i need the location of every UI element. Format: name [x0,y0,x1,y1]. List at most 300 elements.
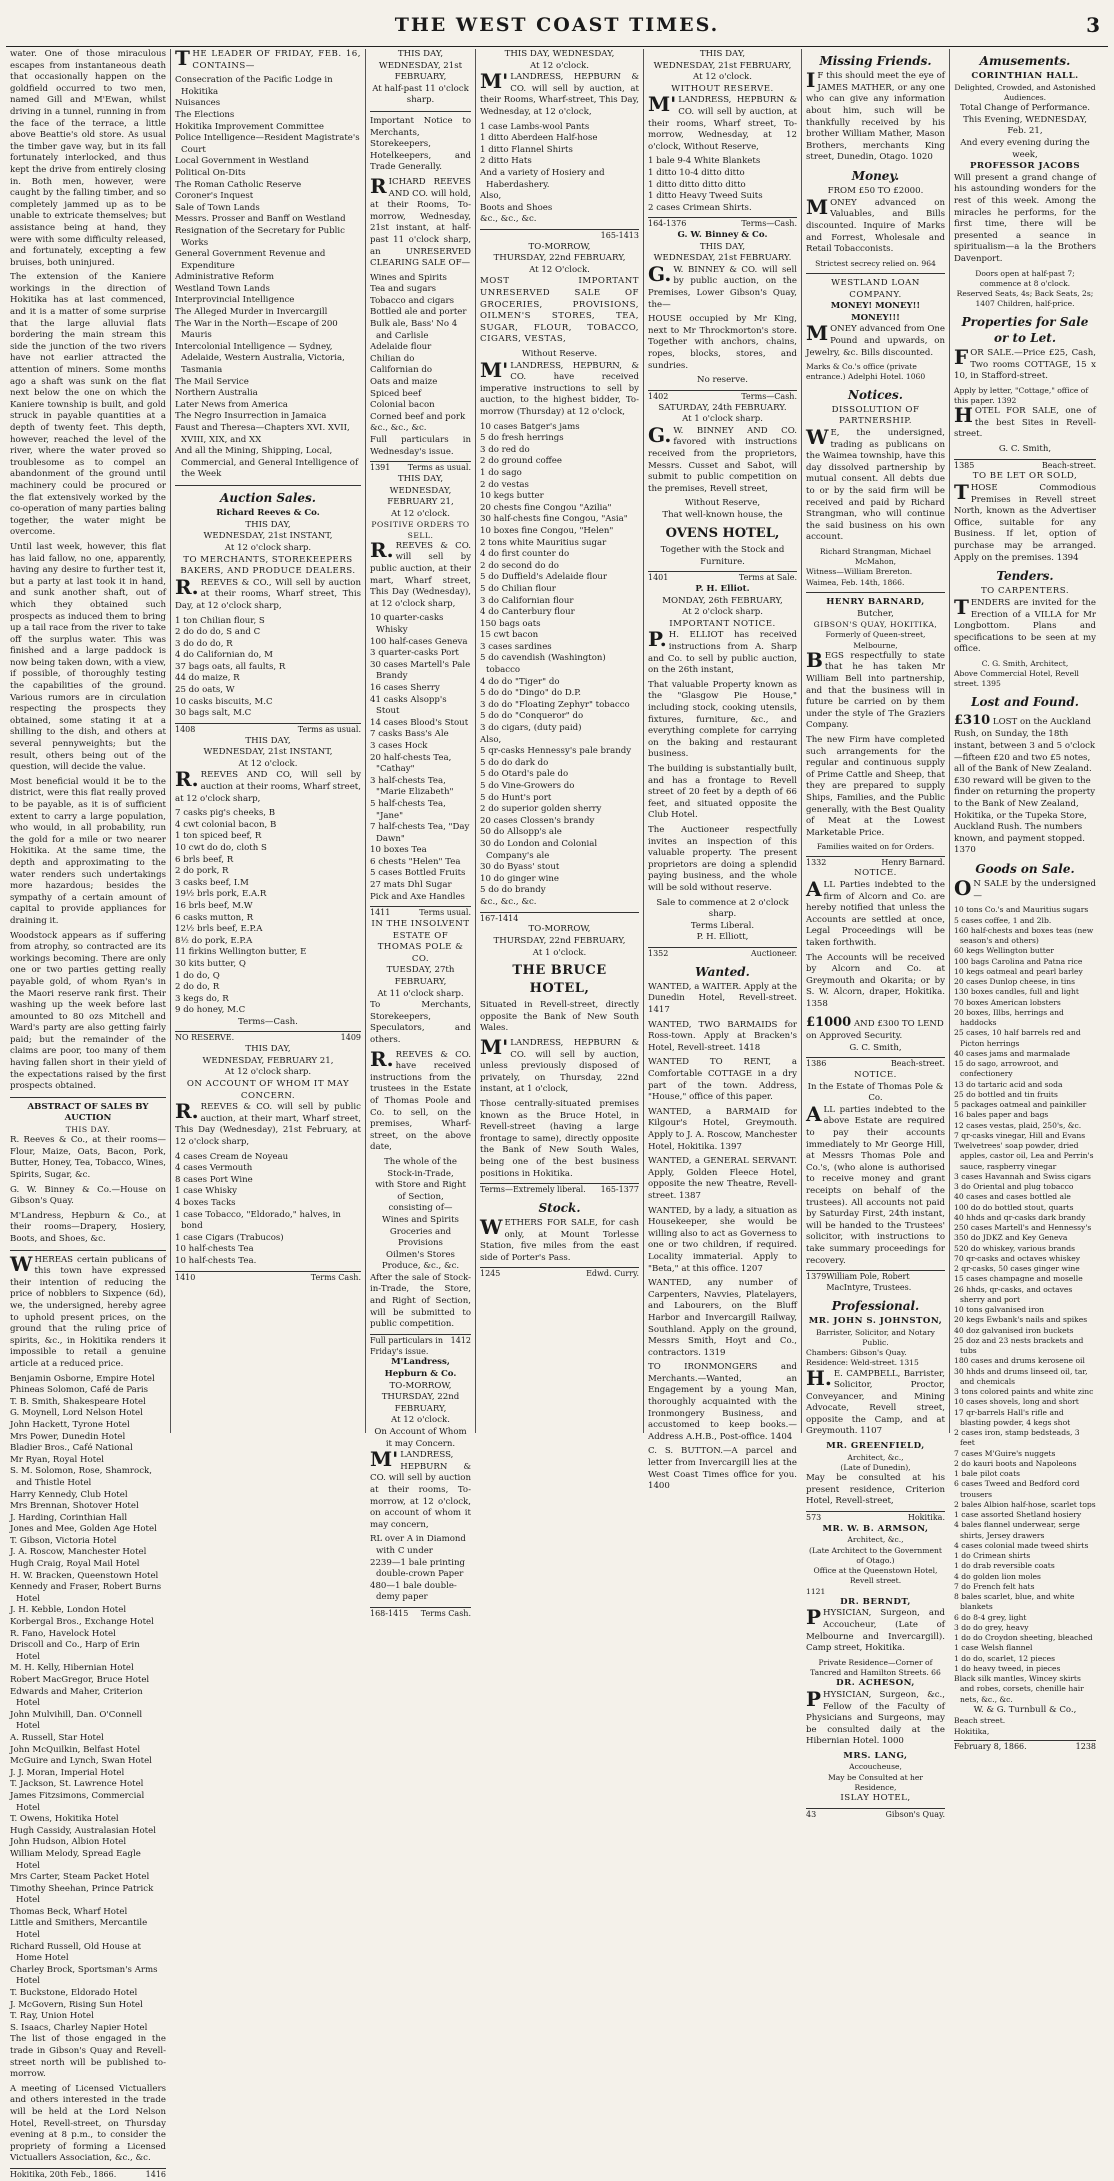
list-item: Wines and Spirits [370,272,447,283]
hall-seats: Reserved Seats, 4s; Back Seats, 2s; 1407 Children, half-price. [956,289,1094,309]
ad-code: 1385 [954,460,975,470]
closing-note: The list of those engaged in the trade in Gibson's Quay and Revell-street north will be published to-morrow. [10,2034,166,2080]
column-4 [476,49,644,1433]
ad-address: Beach-street. [1041,460,1096,470]
sale-day: THIS DAY, WEDNESDAY, [504,49,615,59]
greenfield-text: May be consulted at his present residence, Criterion Hotel, Revell-street, [806,1473,945,1507]
hall-every: And every evening during the week, [960,138,1090,160]
list-item: 1 do do, Q [175,970,220,981]
list-item: Produce, &c., &c. [381,1261,460,1272]
list-item: 10 do ginger wine [480,873,560,884]
list-item: Intercolonial Intelligence — Sydney, Adelaide, Western Australia, Victoria, Tasmania [175,341,345,376]
sale-headline: MOST IMPORTANT UNRESERVED SALE OF GROCERIES, PROVISIONS, OILMEN'S STORES, TEA, SUGAR, FLOUR, TOBACCO, CIGARS, VESTAS, [480,276,639,345]
hall-doors: Doors open at half-past 7; commence at 8 o'clock. [975,268,1075,288]
list-item: Consecration of the Pacific Lodge in Hokitika [175,75,333,97]
sale-intro: R.REEVES & CO. will sell by public auction, at their mart, Wharf street, This Day (Wednesday), 21st February, at 12 o'clock sharp, [175,1099,361,1148]
ad-code: 165-1377 [600,1185,639,1195]
list-item: 7 casks pig's cheeks, B [175,808,276,819]
list-item: J. H. Kebble, London Hotel [10,1605,127,1616]
list-item: 160 half-chests and boxes teas (new season's and others) [954,925,1094,946]
money-range: FROM £50 TO £2000. [827,186,924,197]
list-item: Little and Smithers, Mercantile Hotel [10,1918,148,1941]
carpenters-heading: TO CARPENTERS. [980,586,1070,597]
list-item: Coroner's Inquest [175,191,254,202]
list-item: 50 do Allsopp's ale [480,827,562,838]
list-item: 5 half-chests Tea, "Jane" [370,798,446,821]
ad-code: 168-1415 [370,1608,409,1618]
list-item: 3 cases sardines [480,641,552,652]
list-item: William Melody, Spread Eagle Hotel [10,1848,141,1871]
list-item: 4 do golden lion moles [954,1571,1041,1581]
ad-footer [806,1511,945,1524]
dissolution-date: Waimea, Feb. 14th, 1866. [806,577,905,587]
missing-friends-heading: Missing Friends. [819,54,932,68]
list-item: Police Intelligence—Resident Magistrate's Court [175,133,360,155]
list-item: 10 quarter-casks Whisky [370,613,444,636]
list-item: 5 do do "Dingo" do D.P. [480,688,581,699]
list-item: 41 casks Alsopp's Stout [370,694,447,717]
auctioneer-name: G. W. Binney & Co. [677,230,768,241]
list-item: Charley Brock, Sportsman's Arms Hotel [10,1964,158,1987]
list-item: Jones and Mee, Golden Age Hotel [10,1524,157,1535]
list-item: Also, [480,734,502,745]
list-item: 40 hhds and qr-casks dark brandy [954,1212,1086,1222]
list-item: John Hackett, Tyrone Hotel [10,1419,130,1430]
sale-reserve: Without Reserve. [521,349,598,360]
estate-after: After the sale of Stock-in-Trade, the Store, and Right of Section, will be submitted to public competition. [370,1272,471,1330]
list-item: Hugh Craig, Royal Mail Hotel [10,1559,140,1570]
sale-intro: P.H. ELLIOT has received instructions from A. Sharp and Co. to sell by public auction, on the 26th instant, [648,627,797,676]
list-item: 7 half-chests Tea, "Day Dawn" [370,822,470,844]
list-item: 1 bale pilot coats [954,1469,1021,1479]
ad-code: 1238 [1075,1741,1096,1751]
sale-time: At 12 O'clock. [529,264,590,275]
sale-date: THURSDAY, 22nd FEBRUARY, [493,935,626,946]
sale-intro: RICHARD REEVES AND CO. will hold, at their Rooms, To-morrow, Wednesday, 21st instant, at half-past 11 o'clock sharp, an UNRESERVED CLEARING SALE OF— [370,173,471,269]
ad-code: 1412 [450,1335,471,1345]
barnard-address: GIBSON'S QUAY, HOKITIKA, [813,620,938,630]
sale-time: At 2 o'clock sharp. [682,607,763,618]
sale-lots [480,422,639,909]
list-item: 3 do Californian flour [480,595,574,606]
list-item: 30 bags salt, M.C [175,708,252,719]
sale-date: WEDNESDAY, 21st FEBRUARY. [653,253,792,264]
sale-footer [480,1183,639,1196]
sale-footer [648,571,797,584]
wanted-heading: Wanted. [695,964,750,979]
sale-lots [370,1534,471,1604]
list-item: 5 packages oatmeal and painkiller [954,1100,1087,1110]
list-item: T. Gibson, Victoria Hotel [10,1535,117,1546]
carpenters-text: TENDERS are invited for the Erection of a VILLA for Mr Longbottom. Plans and specifications to be seen at my office. [954,594,1096,655]
list-item: 12 cases vestas, plaid, 250's, &c. [954,1120,1082,1130]
list-item: Mr Ryan, Royal Hotel [10,1454,104,1465]
list-item: 5 do do "Conqueror" do [480,711,584,722]
list-item: S. Isaacs, Charley Napier Hotel [10,2022,148,2033]
list-item: 2 ditto Hats [480,156,532,167]
list-item: 4 cwt colonial bacon, B [175,819,277,830]
sale-footer [480,912,639,925]
lost-ad [954,712,1096,857]
ad-footer [806,1057,945,1070]
important-notice: IMPORTANT NOTICE. [669,618,776,629]
list-item: 10 cwt do do, cloth S [175,842,267,853]
list-item: WANTED, a BARMAID for Kilgour's Hotel, Greymouth. Apply to J. A. Roscow, Manchester Hotel, Hokitika. 1397 [648,1106,797,1152]
list-item: 3 cases Hock [370,740,428,751]
list-item: Faust and Theresa—Chapters XVI. XVII, XVIII, XIX, and XX [175,423,350,445]
hotel-location: Situated in Revell-street, directly opposite the Bank of New South Wales. [480,1000,639,1034]
list-item: 1 case assorted Shetland hosiery [954,1510,1082,1520]
ad-footer [954,1740,1096,1753]
estate-heading: In the Estate of Thomas Pole & Co. [807,1081,944,1104]
list-item: Bladier Bros., Café National [10,1443,133,1454]
hotel-name: THE BRUCE HOTEL, [512,963,607,996]
list-item: 15 cwt bacon [480,630,539,641]
list-item: 30 half-chests fine Congou, "Asia" [480,514,628,525]
list-item: 27 mats Dhl Sugar [370,880,452,891]
list-item: 4 do do "Tiger" do [480,676,560,687]
publican-signatories [10,1374,166,2035]
list-item: The Alleged Murder in Invercargill [175,307,328,318]
sale-lots [175,1152,361,1268]
page-number: 3 [1086,13,1100,37]
for-sale-apply: Apply by letter, "Cottage," office of this paper. 1392 [954,385,1089,405]
list-item: T. Buckstone, Eldorado Hotel [10,1988,138,1999]
ad-signature: William Pole, Robert MacIntyre, Trustees. [826,1272,912,1292]
divider [175,485,361,486]
sale-intro: M'LANDRESS, HEPBURN & CO. will sell by auction, at their rooms, Wharf street, To-morrow, Wednesday, at 12 o'clock, Without Reserve, [648,92,797,152]
sale-day: THIS DAY, [245,735,291,746]
ad-code: 1411 [370,908,391,918]
sale-commence: Sale to commence at 2 o'clock sharp. [656,897,789,920]
sale-date: WEDNESDAY, 21st FEBRUARY, [653,60,792,71]
list-item: 30 do London and Colonial Company's ale [480,838,598,861]
list-item: 26 hhds, qr-casks, and octaves sherry and port [954,1284,1073,1304]
sale-lots [648,156,797,214]
ad-code: 1410 [175,1272,196,1282]
sale-time: At 12 o'clock. [693,72,752,83]
list-item: C. S. BUTTON.—A parcel and letter from Invercargill lies at the West Coast Times office for you. 1400 [648,1446,797,1492]
ad-signature: W. & G. Turnbull & Co., [973,1704,1077,1715]
armson-office: Office at the Queenstown Hotel, Revell street. [813,1566,938,1586]
list-item: 6 chests "Helen" Tea [370,856,461,867]
list-item: J. J. Moran, Imperial Hotel [10,1767,125,1778]
list-item: Administrative Reform [175,272,275,283]
ad-code: 1409 [340,1033,361,1043]
list-item: 100 do do bottled stout, quarts [954,1202,1074,1212]
estate-lots [370,1157,471,1273]
ad-footer [806,856,945,869]
sale-terms: Terms—Extremely liberal. [480,1185,586,1195]
list-item: M. H. Kelly, Hibernian Hotel [10,1663,134,1674]
sale-time: At 12 o'clock. [530,60,589,71]
abstract-list [10,1135,166,1245]
to-let-text: THOSE Commodious Premises in Revell street North, known as the Advertiser Office, suitable for any Business. If let, option of purchase may be arranged. Apply on the premises. 1394 [954,480,1096,563]
dissolution-witness: Witness—William Brereton. [806,567,913,577]
sale-time: At half-past 11 o'clock sharp. [372,83,469,106]
sale-reserve: WITHOUT RESERVE. [671,83,774,94]
list-item: 7 do French felt hats [954,1581,1035,1591]
ad-code: 1386 [806,1059,827,1069]
sale-terms: Terms Cash. [310,1272,361,1282]
ad-place: Hokitika. [907,1512,945,1522]
list-item: 4 cases Vermouth [175,1163,253,1174]
ad-signature: P. H. Elliott, [696,932,749,943]
list-item: 2 do second do do [480,560,559,571]
hall-name: CORINTHIAN HALL. [971,71,1079,82]
list-item: 19½ brls pork, E.A.R [175,889,267,900]
divider [10,1250,166,1251]
list-item: 1 ton spiced beef, R [175,831,262,842]
list-item: Messrs. Prosser and Banff on Westland [175,214,346,225]
list-item: 10 half-chests Tea [175,1244,254,1255]
list-item: 10 boxes Tea [370,845,427,856]
ad-address: Gibson's Quay. [885,1809,945,1819]
list-item: 70 qr-casks and octaves whiskey [954,1253,1081,1263]
notice-text: ALL Parties indebted to the firm of Alcorn and Co. are hereby notified that unless the Accounts are settled at once, Legal Proceedings will be taken forthwith. [806,876,945,948]
list-item: 2 tons white Mauritius sugar [480,537,607,548]
list-item: John McQuilkin, Belfast Hotel [10,1744,141,1755]
list-item: 30 do Byass' stout [480,862,560,873]
leader-heading: THE LEADER OF FRIDAY, FEB. 16, CONTAINS— [175,46,361,71]
list-item: 30 cases Martell's Pale Brandy [370,659,471,682]
list-item: The Elections [175,109,235,120]
list-item: John Hudson, Albion Hotel [10,1837,127,1848]
list-item: McGuire and Lynch, Swan Hotel [10,1756,152,1767]
sale-footer [480,1267,639,1280]
ad-footer [806,1808,945,1821]
goods-list [954,905,1096,1705]
list-item: 4 do first counter do [480,549,570,560]
sale-date: SATURDAY, 24th FEBRUARY. [658,402,787,413]
list-item: 13 do tartaric acid and soda [954,1079,1063,1089]
list-item: Woodstock appears as if suffering from atrophy, so contracted are its workings becoming. There are only one or two parties getting really payable gold, of whom Ryan's in the Maori reserve rank first. Their washing up the week before last amounted to 80 ozs Mitchell and Ward's party are also getting fairly paid; but the remainder of the claims are poor, too many of them having fallen short in their yield of the expectations raised by the first prospects obtained. [10,930,166,1092]
list-item: Mrs Brennan, Shotover Hotel [10,1501,139,1512]
ad-place: Hokitika, [954,1726,990,1736]
armson-late: (Late Architect to the Government of Otago.) [809,1545,942,1565]
notice-heading: NOTICE. [854,1070,897,1081]
list-item: WANTED, a WAITER. Apply at the Dunedin Hotel, Revell-street. 1417 [648,981,797,1016]
sale-date: MONDAY, 26th FEBRUARY, [662,595,783,606]
list-item: 7 qr-casks vinegar, Hill and Evans [954,1130,1086,1140]
list-item: John Mulvihill, Dan. O'Connell Hotel [10,1709,143,1732]
loan-address: Marks & Co.'s office (private entrance.) Adelphi Hotel. 1060 [806,362,926,382]
sale-intro: R.REEVES & CO., Will sell by auction at their rooms, Wharf street, This Day, at 12 o'clock sharp, [175,574,361,611]
sale-terms: Terms at Sale. [738,573,797,583]
list-item: Thomas Beck, Wharf Hotel [10,1906,128,1917]
list-item: 25 do bottled and tin fruits [954,1089,1058,1099]
list-item: 5 do Vine-Growers do [480,781,575,792]
to-let-heading: TO BE LET OR SOLD, [972,471,1078,482]
berndt-address: Private Residence—Corner of Tancred and Hamilton Streets. 66 [810,1657,941,1678]
sale-terms: Terms—Cash. [741,391,797,401]
list-item: &c., &c., &c. [480,214,537,225]
list-item: 9 do honey, M.C [175,1005,246,1016]
list-item: 1 do do, scarlet, 12 pieces [954,1653,1055,1663]
list-item: T. Ray, Union Hotel [10,2011,94,2022]
list-item: 3 do red do [480,444,530,455]
sale-reserve: NO RESERVE. [175,1033,235,1043]
sale-time: At 12 o'clock. [238,758,298,769]
estate-heading: IN THE INSOLVENT ESTATE OF THOMAS POLE & CO. [371,919,470,964]
list-item: And all the Mining, Shipping, Local, Commercial, and General Intelligence of the Week [175,446,359,480]
sale-terms: Terms usual. [419,908,471,918]
armson-title: Architect, &c., [847,1535,904,1545]
list-item: 5 do Duffield's Adelaide flour [480,572,608,583]
ad-signature: C. G. Smith, Architect, [981,658,1069,668]
list-item: WANTED, any number of Carpenters, Navvies, Platelayers, and Labourers, on the Bluff Harbor and Invercargill Railway, Southland. Apply on the ground, Messrs Smith, Hoyt and Co., contractors. 1319 [648,1278,797,1358]
list-item: J. A. Roscow, Manchester Hotel [10,1547,147,1558]
berndt-name: DR. BERNDT, [840,1596,911,1607]
ad-address: Beach street. [954,1716,1006,1726]
list-item: 37 bags oats, all faults, R [175,661,286,672]
list-item: Californian do [370,365,433,376]
sale-footer [370,1334,471,1358]
ad-code: 1379 [806,1272,827,1282]
news-article [10,49,166,1093]
list-item: RL over A in Diamond with C under [370,1534,466,1556]
list-item: 3 cases Havannah and Swiss cigars [954,1171,1091,1181]
notices-heading: Notices. [848,387,903,402]
notice-footer [10,2168,166,2181]
sale-reserve: Without Reserve, [684,498,761,509]
sale-footer [370,1607,471,1620]
money-ad: MONEY advanced on Valuables, and Bills discounted. Inquire of Marks and Forrest, Wholesale and Retail Tobacconists. [806,194,945,255]
list-item: 5 do Chilian flour [480,583,556,594]
missing-ad: IF this should meet the eye of JAMES MATHER, or any one who can give any information about him, such will be thankfully received by his brother William Mather, Mason Brothers, merchants King street, Dunedin, Otago. 1020 [806,68,945,163]
properties-heading: Properties for Sale or to Let. [961,314,1089,345]
list-item: 10 cases shovels, long and short [954,1397,1079,1407]
column-5 [644,49,802,1492]
list-item: 1 do heavy tweed, in pieces [954,1663,1061,1673]
list-item: Resignation of the Secretary for Public Works [175,225,345,248]
list-item: Bulk ale, Bass' No 4 and Carlisle [370,319,458,341]
list-item: 3 half-chests Tea, "Marie Elizabeth" [370,775,454,798]
list-item: 1 do Crimean shirts [954,1551,1031,1561]
list-item: The War in the North—Escape of 200 Mauris [175,318,338,341]
lang-name: MRS. LANG, [843,1750,908,1761]
list-item: Hugh Cassidy, Australasian Hotel [10,1825,156,1836]
list-item: 5 do do brandy [480,885,546,896]
list-item: Phineas Solomon, Café de Paris [10,1385,149,1396]
list-item: 14 cases Blood's Stout [370,717,469,728]
list-item: WANTED, TWO BARMAIDS for Ross-town. Apply at Bracken's Hotel, Revell-street. 1418 [648,1019,797,1053]
list-item: The whole of the Stock-in-Trade, [384,1156,457,1179]
sale-footer [648,217,797,230]
list-item: &c., &c., &c. [480,896,537,907]
list-item: 8 cases Port Wine [175,1174,253,1185]
list-item: M'Landress, Hepburn & Co., at their rooms—Drapery, Hosiery, Boots, and Shoes, &c. [10,1210,166,1245]
property-description: The Auctioneer respectfully invites an inspection of this valuable property. The present proprietors are doing a splendid paying business, and the whole will be sold without reserve. [648,824,797,893]
sale-terms: Terms as usual. [407,463,471,473]
list-item: 2 do pork, R [175,866,229,877]
house-description: HOUSE occupied by Mr King, next to Mr Throckmorton's store. Together with anchors, chains, ropes, blocks, stores, and sundries. [648,314,797,371]
ad-code: 1408 [175,724,196,734]
estate-intro: R.REEVES & CO. have received instructions from the trustees in the Estate of Thomas Poole and Co. to sell, on the premises, Wharf-street, on the above date, [370,1046,471,1153]
list-item: Mrs Power, Dunedin Hotel [10,1431,126,1442]
sale-terms: Terms—Cash. [741,219,797,229]
list-item: 20 kegs Ewbank's nails and spikes [954,1315,1088,1325]
list-item: 350 do JDKZ and Key Geneva [954,1233,1068,1243]
list-item: 40 doz galvanised iron buckets [954,1325,1074,1335]
list-item: Interprovincial Intelligence [175,295,295,306]
list-item: Oats and maize [370,377,438,388]
list-item: 1 bale 9-4 White Blankets [648,156,761,167]
ad-code: 573 [806,1512,822,1522]
list-item: Political On-Dits [175,167,246,178]
acheson-text: PHYSICIAN, Surgeon, &c., Fellow of the Faculty of Physicians and Surgeons, may be consulted daily at the Hibernian Hotel. 1000 [806,1686,945,1747]
list-item: 130 boxes candles, full and light [954,987,1079,997]
sale-date: WEDNESDAY, FEBRUARY 21, [202,1055,334,1066]
list-item: 3 do cigars, (duty paid) [480,723,582,734]
sale-terms: Terms as usual. [297,724,361,734]
list-item: 70 boxes American lobsters [954,997,1061,1007]
ad-code: 164-1376 [648,219,687,229]
list-item: 6 do 8-4 grey, light [954,1612,1027,1622]
list-item: 1 ditto Aberdeen Half-hose [480,133,598,144]
list-item: 5 do cavendish (Washington) tobacco [480,653,606,676]
list-item: 6 brls beef, R [175,854,234,865]
list-item: 4 bales flannel underwear, serge shirts, Jersey drawers [954,1520,1080,1540]
list-item: S. M. Solomon, Rose, Shamrock, and Thistle Hotel [10,1466,152,1488]
list-item: 1 case Welsh flannel [954,1643,1033,1653]
sale-intro: M'LANDRESS, HEPBURN & CO. will sell by auction at their rooms, To-morrow, at 12 o'clock, on account of whom it may concern, [370,1447,471,1530]
professor-name: PROFESSOR JACOBS [969,161,1081,172]
list-item: G. W. Binney & Co.—House on Gibson's Quay. [10,1184,166,1207]
column-1 [6,49,171,2179]
list-item: Mrs Carter, Steam Packet Hotel [10,1872,150,1883]
list-item: Korbergal Bros., Exchange Hotel [10,1617,154,1628]
sale-footer [648,390,797,403]
sale-intro: R.REEVES & CO. will sell by public auction, at their mart, Wharf street, This Day (Wednesday), at 12 o'clock sharp, [370,537,471,609]
list-item: 2 do do, R [175,982,220,993]
list-item: Most beneficial would it be to the district, were this flat really proved to be payable, as it is of sufficient extent to carry a large population, who would, in all probability, run the gold for a mile or two nearer Hokitika. At the same time, the depth and approximating to the water renders such undertakings more hazardous; besides the sympathy of a certain amount of capital to provide appliances for draining it. [10,776,166,926]
list-item: Black silk mantles, Wincey skirts and robes, corsets, chenille hair nets, &c., &c. [954,1674,1084,1704]
sale-notice: Important Notice to Merchants, Storekeepers, Hotelkeepers, and Trade Generally. [370,115,471,173]
list-item: Edwards and Maher, Criterion Hotel [10,1686,143,1709]
list-item: 2 do kauri boots and Napoleons [954,1458,1077,1468]
list-item: Also, [480,191,502,202]
estate-text: ALL parties indebted to the above Estate are required to pay their accounts immediately to Mr George Hill, at Messrs Thomas Pole and Co.'s, (who alone is authorised to receive money and grant receipts on behalf of the trustees). All accounts not paid by Saturday First, 24th instant, will be handed to the Trustees' solicitor, with instructions to take summary proceedings for recovery. [806,1101,945,1266]
lost-found-heading: Lost and Found. [971,694,1079,709]
abstract-title: ABSTRACT OF SALES BY AUCTION [27,1101,149,1124]
sale-day: THIS DAY, [397,473,444,484]
lend-text: AND £300 TO LEND on Approved Security. [806,1018,944,1042]
divider [370,111,471,112]
sale-time: At 12 o'clock. [391,1415,450,1426]
ad-signature: G. C. Smith, [849,1042,902,1053]
lang-title: Accoucheuse, [849,1762,902,1772]
barnard-text: The new Firm have completed such arrangements for the regular and continuous supply of Prime Cattle and Sheep, that they are prepared to supply Ships, Families, and the Public generally, with the Best Quality of Meat at the Lowest Marketable Price. [806,735,945,838]
list-item: 5 do Hunt's port [480,792,552,803]
ad-code: 1402 [648,391,669,401]
divider [10,1097,166,1098]
ad-footer [806,1270,945,1294]
sale-intro: R.REEVES AND CO, Will sell by auction at their rooms, Wharf street, at 12 o'clock sharp, [175,767,361,804]
barnard-families: Families waited on for Orders. [816,842,935,852]
barnard-name: HENRY BARNARD, [826,596,925,607]
list-item: 1 case Whisky [175,1186,237,1197]
lang-text: May be Consulted at her Residence, [827,1772,924,1792]
list-item: H. W. Bracken, Queenstown Hotel [10,1570,159,1581]
meeting-notice: A meeting of Licensed Victuallers and others interested in the trade will be held at the Lord Nelson Hotel, Revell-street, on Thursday evening at 8 p.m., to consider the propriety of forming a Licensed Victuallers Association, &c., &c. [10,2083,166,2164]
list-item: Corned beef and pork [370,411,466,422]
list-item: 1 ton Chilian flour, S [175,615,265,626]
sale-intro: M'LANDRESS, HEPBURN & CO. will sell by auction, at their Rooms, Wharf-street, This Day, Wednesday, at 12 o'clock, [480,69,639,117]
ad-code: 167-1414 [480,913,519,923]
sale-whom: On Account of Whom it may Concern. [374,1427,467,1449]
column-6 [802,49,950,1819]
